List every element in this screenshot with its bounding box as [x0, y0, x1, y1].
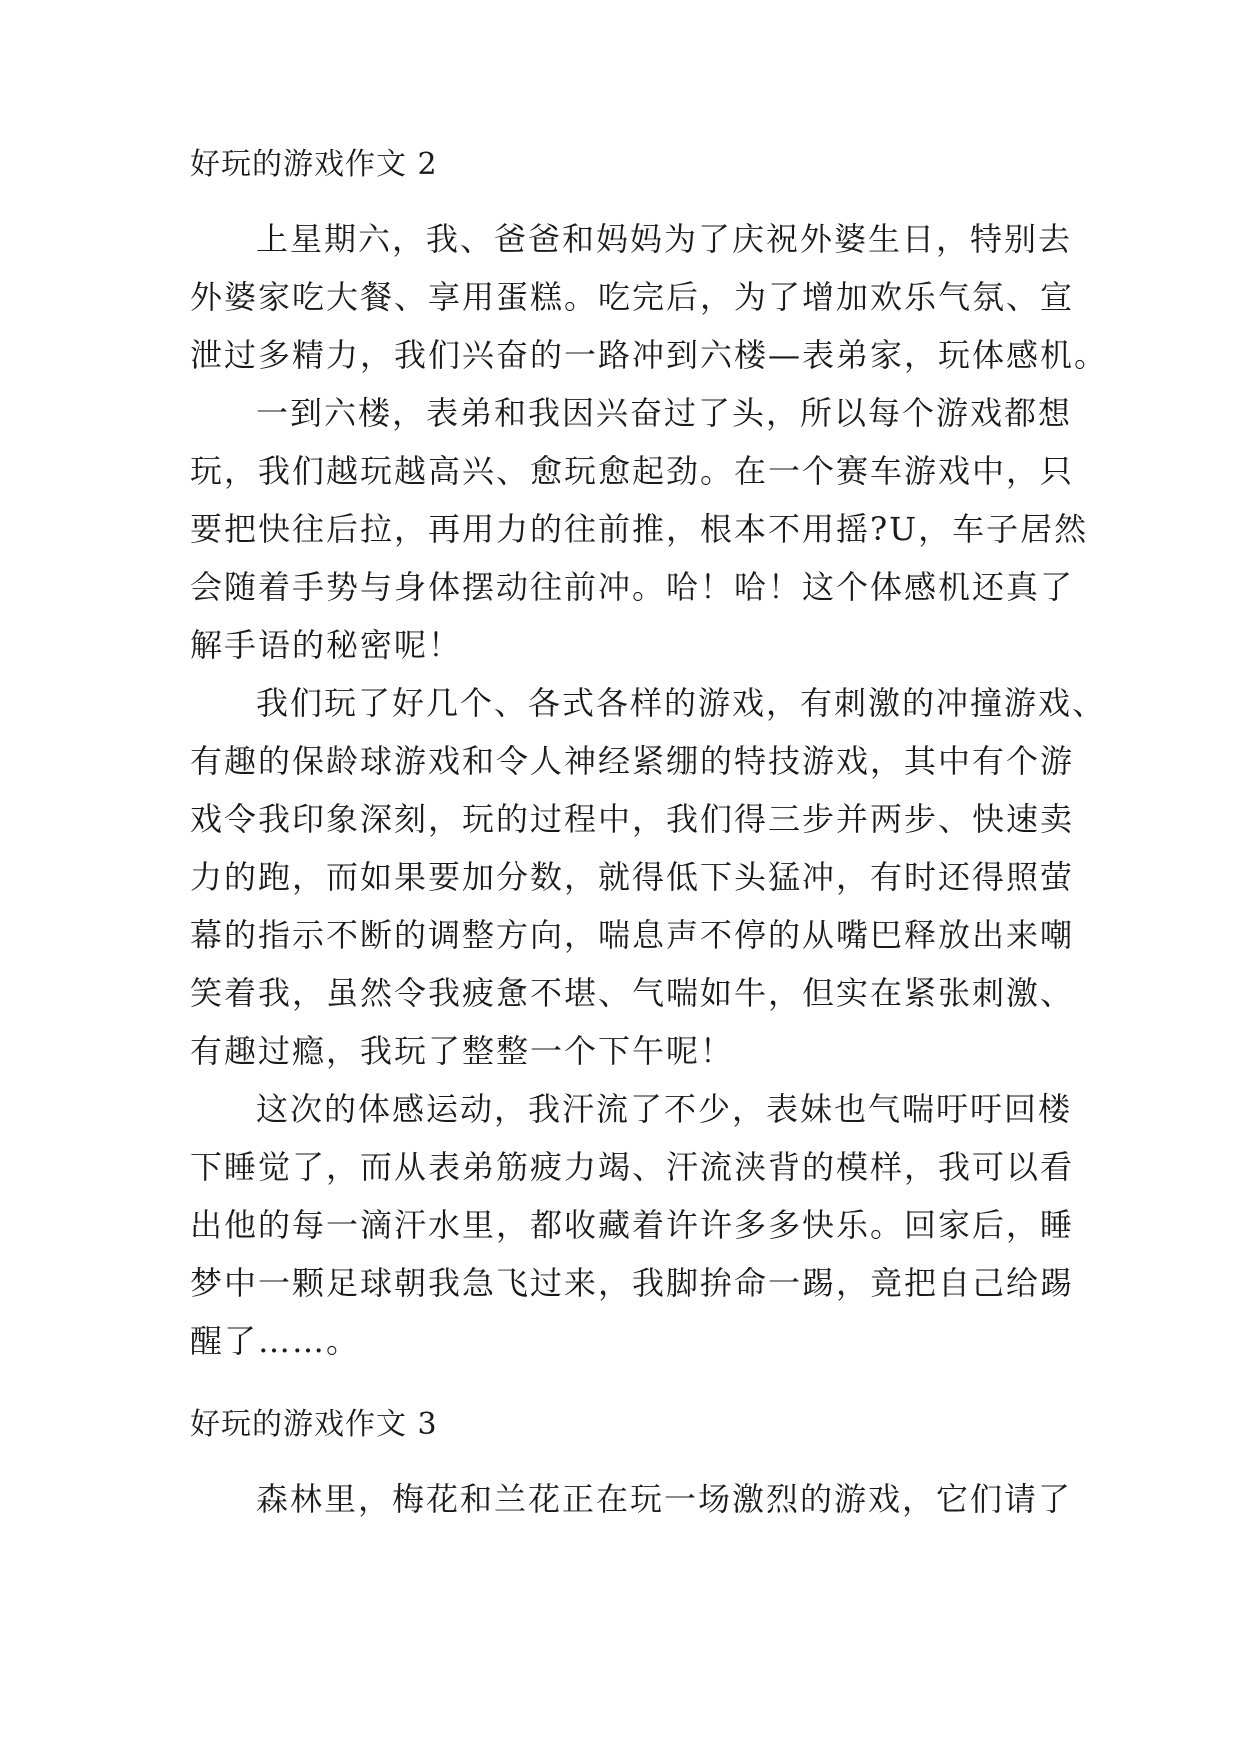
- paragraph-line: 会随着手势与身体摆动往前冲。哈！哈！这个体感机还真了: [190, 568, 1075, 606]
- paragraph-line: 外婆家吃大餐、享用蛋糕。吃完后，为了增加欢乐气氛、宣: [190, 278, 1075, 316]
- section-3: [190, 1405, 1060, 1445]
- paragraph-line: 我们玩了好几个、各式各样的游戏，有刺激的冲撞游戏、: [256, 684, 1107, 722]
- paragraph-line: 解手语的秘密呢！: [190, 626, 463, 664]
- paragraph-line: 笑着我，虽然令我疲惫不堪、气喘如牛，但实在紧张刺激、: [190, 974, 1075, 1012]
- paragraph-line: 出他的每一滴汗水里，都收藏着许许多多快乐。回家后，睡: [190, 1206, 1075, 1244]
- section-2: [190, 145, 1060, 185]
- section-3-body: [190, 1470, 1073, 1528]
- paragraph-line: 要把快往后拉，再用力的往前推，根本不用摇?U，车子居然: [190, 510, 1089, 548]
- paragraph-line: 梦中一颗足球朝我急飞过来，我脚拚命一踢，竟把自己给踢: [190, 1264, 1075, 1302]
- section-title: 好玩的游戏作文 2: [190, 147, 438, 182]
- paragraph-line: 下睡觉了，而从表弟筋疲力竭、汗流浃背的模样，我可以看: [190, 1148, 1075, 1186]
- paragraph-line: 一到六楼，表弟和我因兴奋过了头，所以每个游戏都想: [256, 394, 1073, 432]
- paragraph-line: 醒了……。: [190, 1322, 361, 1360]
- paragraph-line: 森林里，梅花和兰花正在玩一场激烈的游戏，它们请了: [256, 1480, 1073, 1518]
- paragraph-line: 有趣的保龄球游戏和令人神经紧绷的特技游戏，其中有个游: [190, 742, 1075, 780]
- paragraph-line: 戏令我印象深刻，玩的过程中，我们得三步并两步、快速卖: [190, 800, 1075, 838]
- paragraph-line: 力的跑，而如果要加分数，就得低下头猛冲，有时还得照萤: [190, 858, 1075, 896]
- paragraph-line: 泄过多精力，我们兴奋的一路冲到六楼—表弟家，玩体感机。: [190, 336, 1109, 374]
- paragraph-line: 这次的体感运动，我汗流了不少，表妹也气喘吁吁回楼: [256, 1090, 1073, 1128]
- section-2-body: [190, 210, 1109, 1370]
- paragraph-line: 有趣过瘾，我玩了整整一个下午呢！: [190, 1032, 735, 1070]
- paragraph-line: 幕的指示不断的调整方向，喘息声不停的从嘴巴释放出来嘲: [190, 916, 1075, 954]
- section-title: 好玩的游戏作文 3: [190, 1407, 438, 1442]
- paragraph-line: 玩，我们越玩越高兴、愈玩愈起劲。在一个赛车游戏中，只: [190, 452, 1075, 490]
- paragraph-line: 上星期六，我、爸爸和妈妈为了庆祝外婆生日，特别去: [256, 220, 1073, 258]
